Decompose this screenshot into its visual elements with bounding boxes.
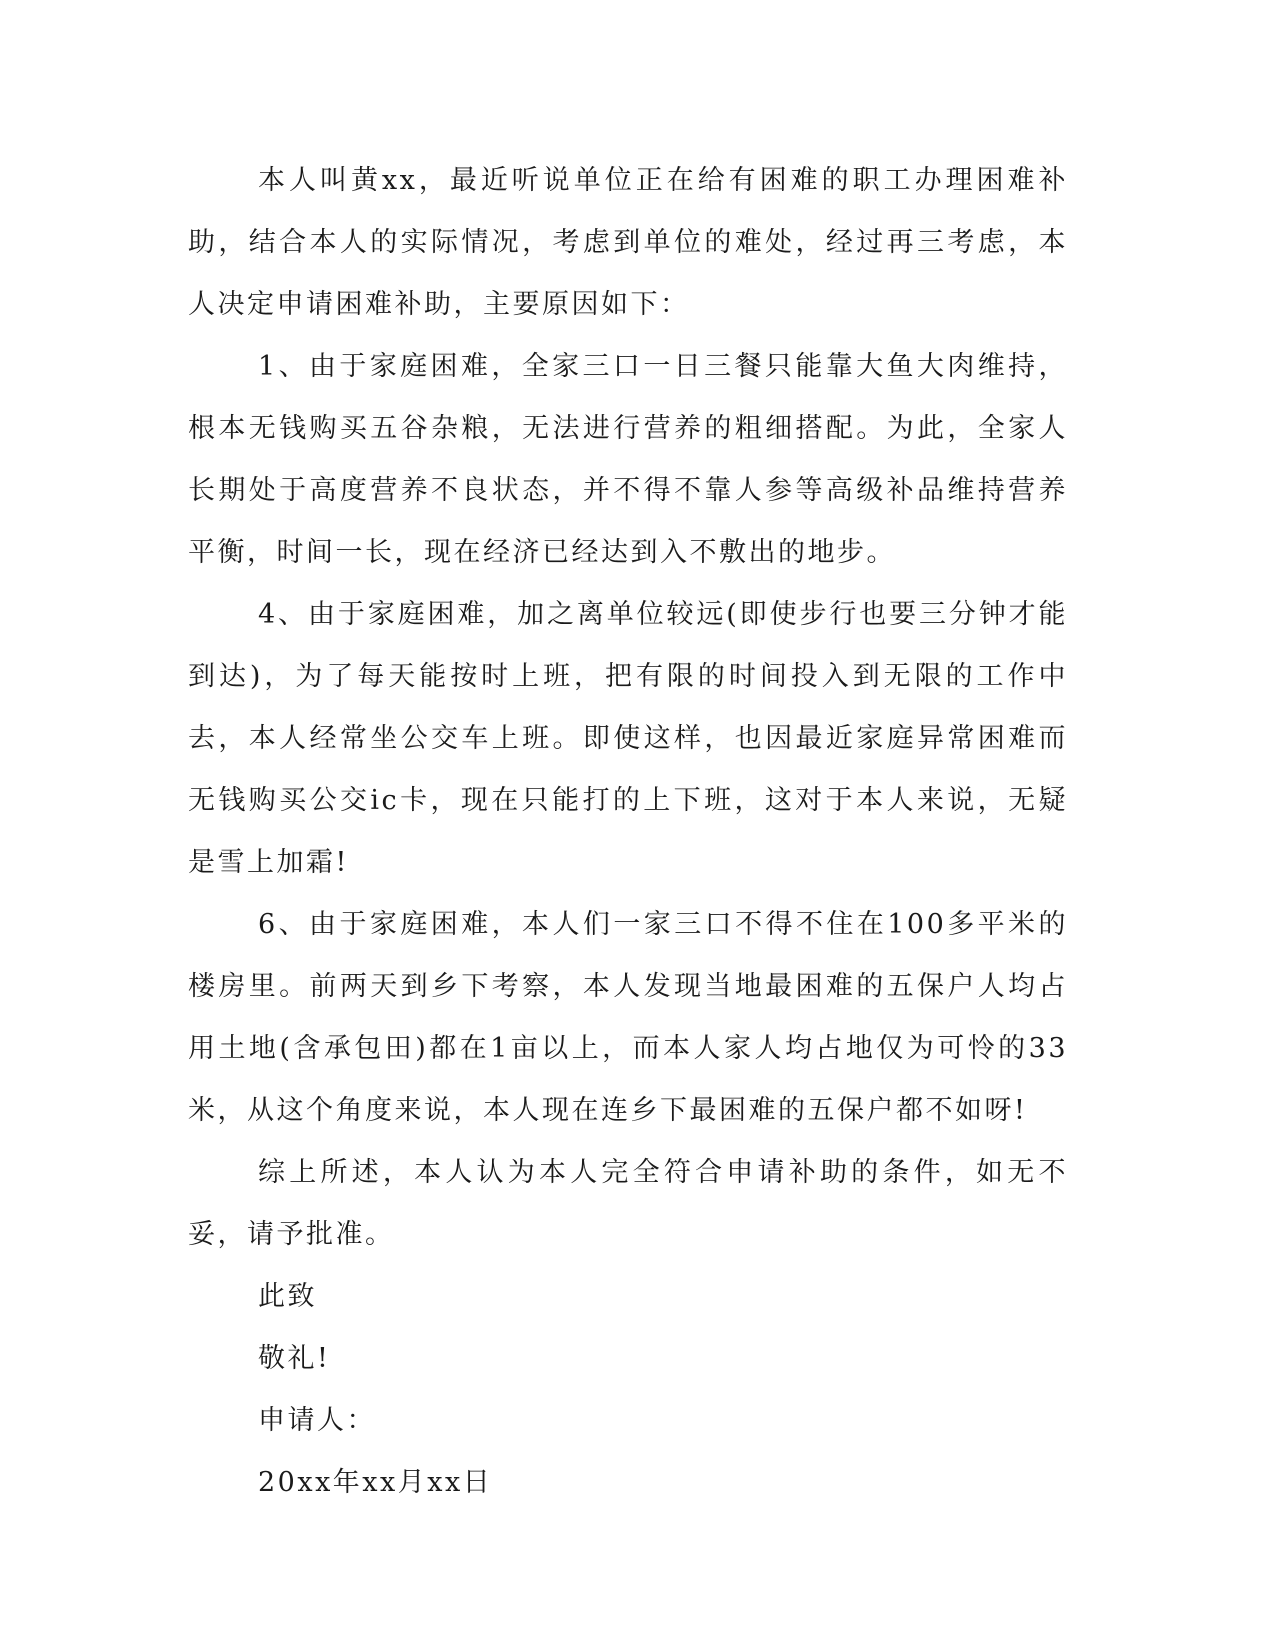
- letter-body: [188, 150, 1068, 1514]
- reason-paragraph-1: 1、由于家庭困难，全家三口一日三餐只能靠大鱼大肉维持，根本无钱购买五谷杂粮，无法进行营养的粗细搭配。为此，全家人长期处于高度营养不良状态，并不得不靠人参等高级补品维持营养平衡，时间一长，现在经济已经达到入不敷出的地步。: [188, 351, 1068, 568]
- closing-salutation: 此致: [258, 1281, 317, 1312]
- reason-paragraph-4: 4、由于家庭困难，加之离单位较远(即使步行也要三分钟才能到达)，为了每天能按时上班，把有限的时间投入到无限的工作中去，本人经常坐公交车上班。即使这样，也因最近家庭异常困难而无钱购买公交ic卡，现在只能打的上下班，这对于本人来说，无疑是雪上加霜!: [188, 599, 1068, 878]
- conclusion-paragraph: 综上所述，本人认为本人完全符合申请补助的条件，如无不妥，请予批准。: [188, 1157, 1068, 1250]
- date-line: 20xx年xx月xx日: [258, 1467, 493, 1498]
- applicant-label: 申请人：: [258, 1405, 376, 1436]
- closing-regards: 敬礼!: [258, 1343, 331, 1374]
- intro-paragraph: 本人叫黄xx，最近听说单位正在给有困难的职工办理困难补助，结合本人的实际情况，考虑到单位的难处，经过再三考虑，本人决定申请困难补助，主要原因如下：: [188, 165, 1068, 320]
- reason-paragraph-6: 6、由于家庭困难，本人们一家三口不得不住在100多平米的楼房里。前两天到乡下考察，本人发现当地最困难的五保户人均占用土地(含承包田)都在1亩以上，而本人家人均占地仅为可怜的33米，从这个角度来说，本人现在连乡下最困难的五保户都不如呀!: [188, 909, 1068, 1126]
